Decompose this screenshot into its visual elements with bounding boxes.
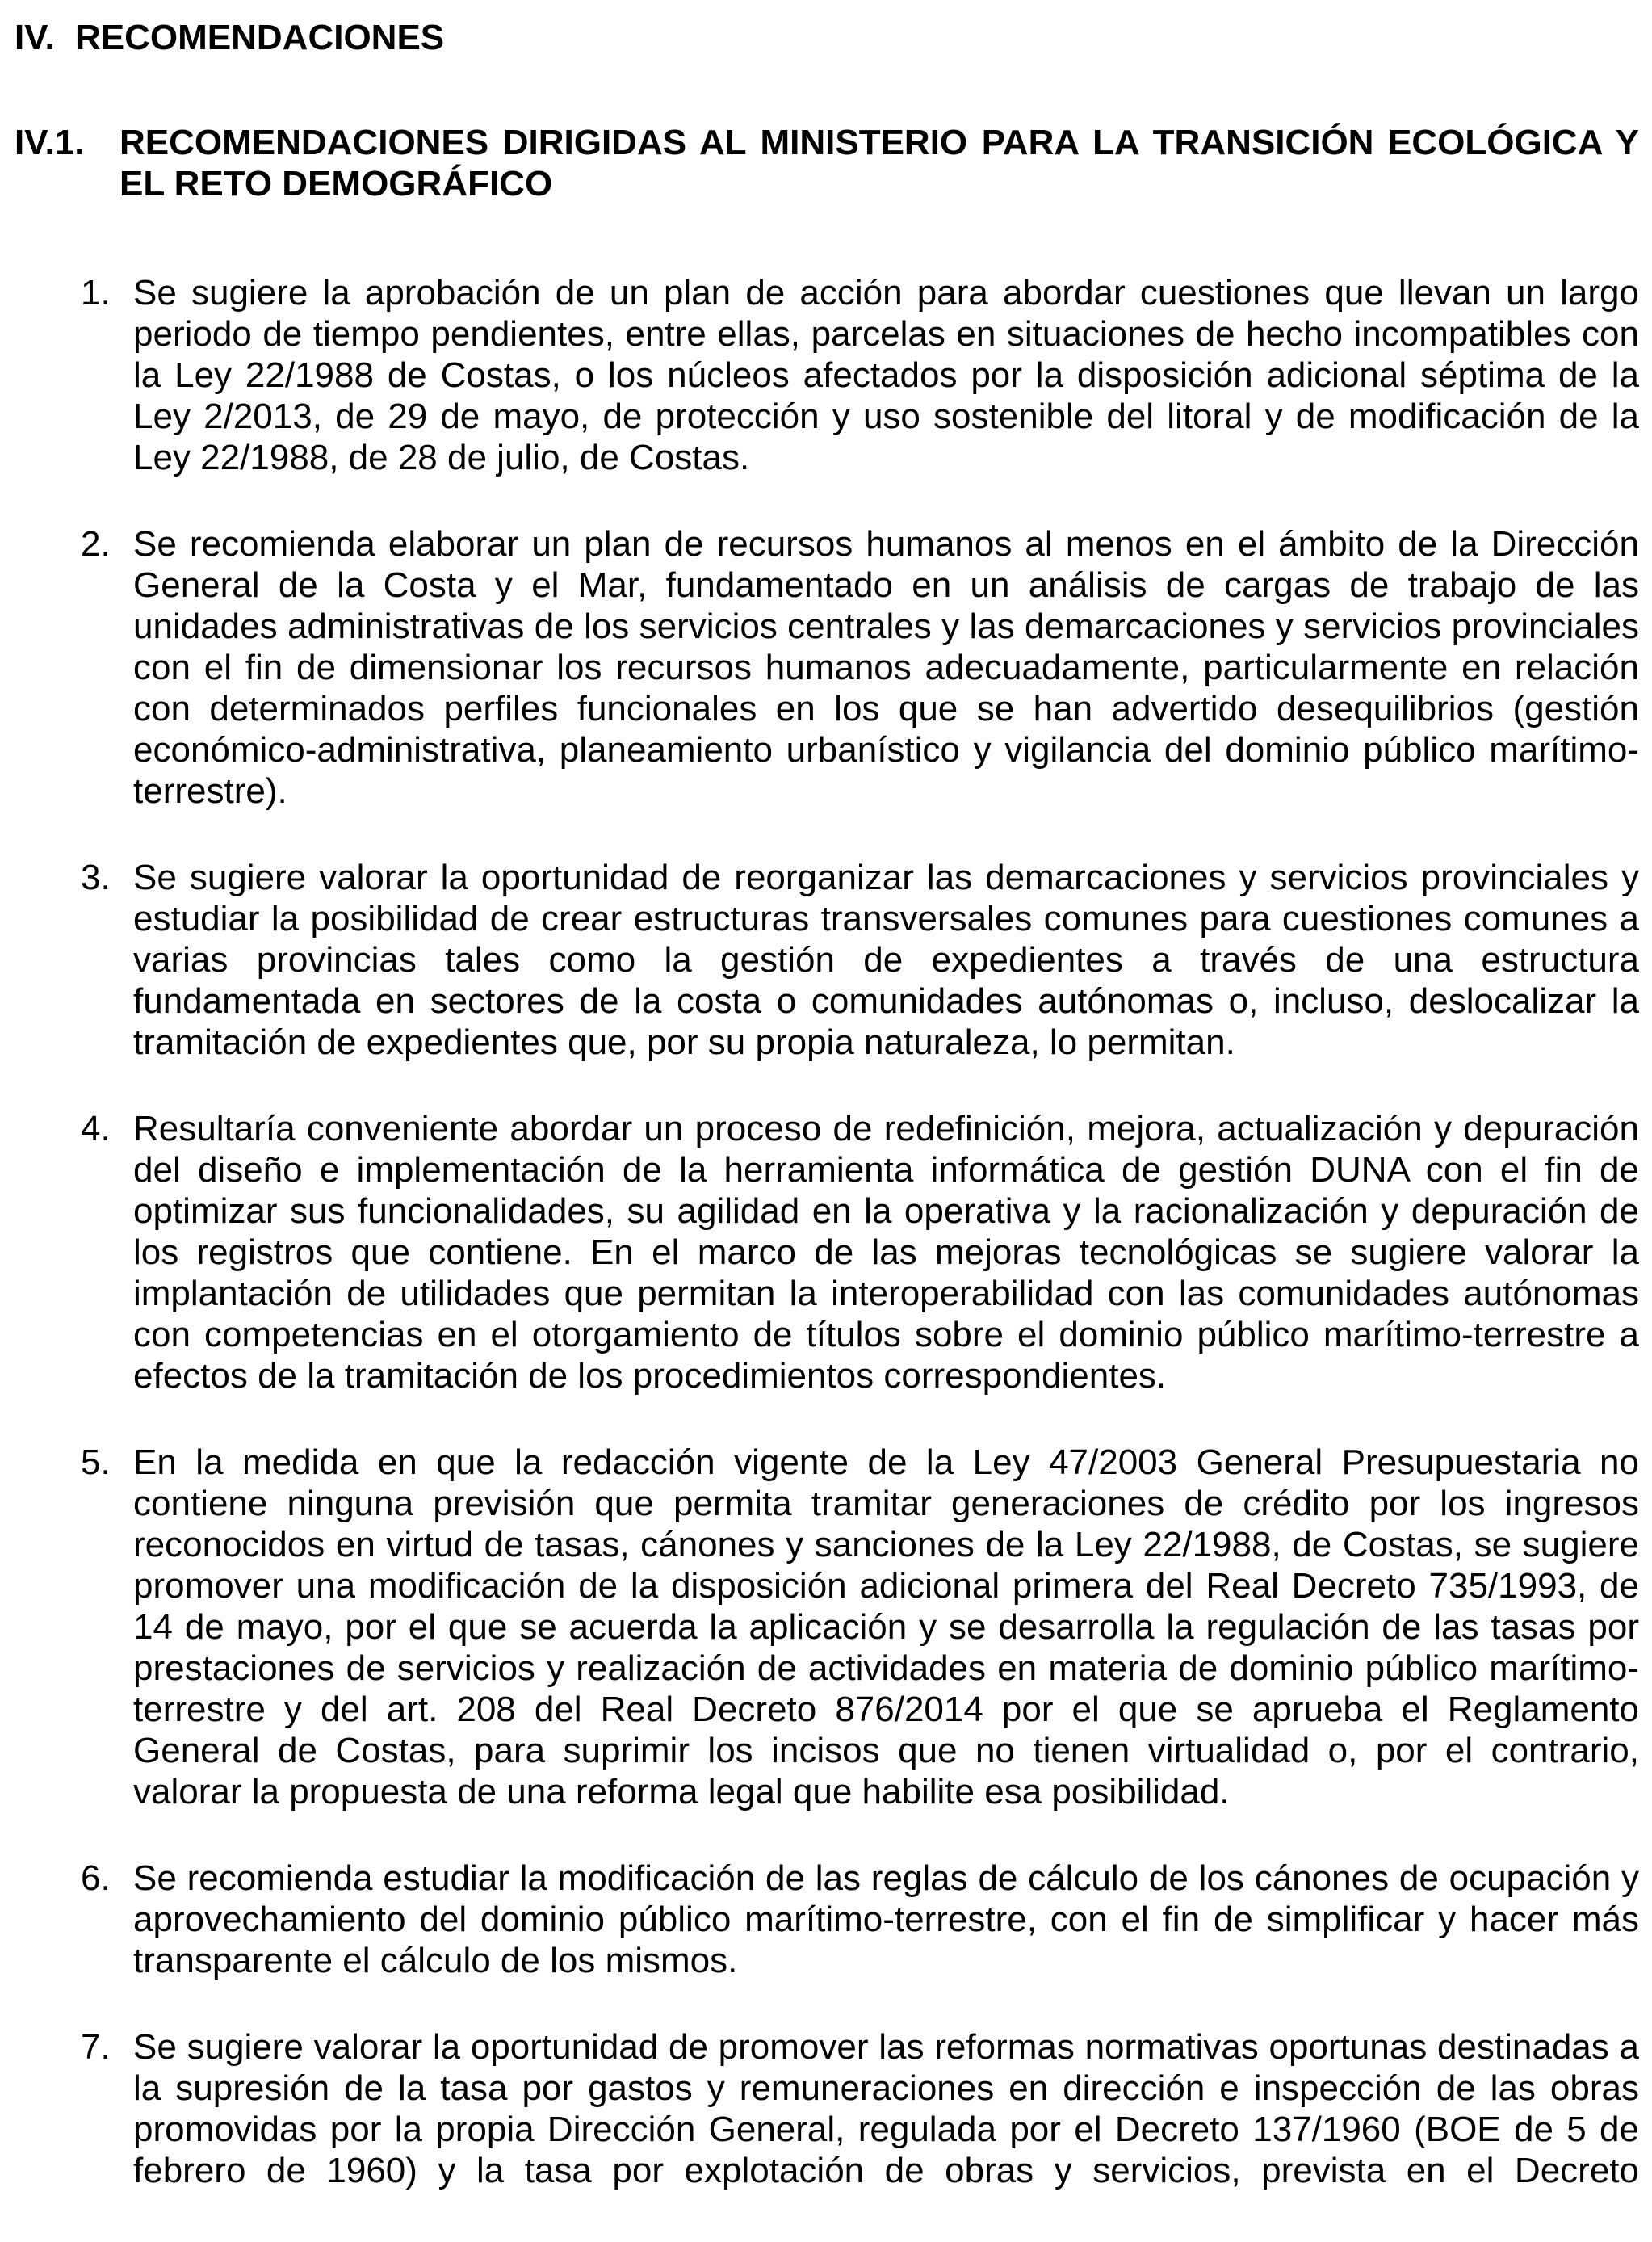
item-number: 7. [81,2027,111,2067]
list-item [0,2026,1639,2191]
item-text: Se recomienda estudiar la modificación de las reglas de cálculo de los cánones de ocupación y aprovechamiento del dominio público marítimo-terrestre, con el fin de simplificar y hacer más transparente el cálculo de los mismos. [133,1858,1639,1980]
subsection-heading [0,122,1639,204]
section-title: RECOMENDACIONES [75,18,445,57]
item-number: 6. [81,1858,111,1898]
item-number: 4. [81,1109,111,1148]
subsection-title: RECOMENDACIONES DIRIGIDAS AL MINISTERIO PARA LA TRANSICIÓN ECOLÓGICA Y EL RETO DEMOGRÁFICO [119,123,1639,204]
list-item [0,523,1639,812]
item-number: 2. [81,524,111,564]
item-text: Se recomienda elaborar un plan de recursos humanos al menos en el ámbito de la Dirección General de la Costa y el Mar, fundamentado en un análisis de cargas de trabajo de las unidades administrativas de los servicios centrales y las demarcaciones y servicios provinciales con el fin de dimensionar los recursos humanos adecuadamente, particularmente en relación con determinados perfiles funcionales en los que se han advertido desequilibrios (gestión económico-administrativa, planeamiento urbanístico y vigilancia del dominio público marítimo-terrestre). [133,524,1639,811]
item-text: Resultaría conveniente abordar un proceso de redefinición, mejora, actualización y depuración del diseño e implementación de la herramienta informática de gestión DUNA con el fin de optimizar sus funcionalidades, su agilidad en la operativa y la racionalización y depuración de los registros que contiene. En el marco de las mejoras tecnológicas se sugiere valorar la implantación de utilidades que permitan la interoperabilidad con las comunidades autónomas con competencias en el otorgamiento de títulos sobre el dominio público marítimo-terrestre a efectos de la tramitación de los procedimientos correspondientes. [133,1109,1639,1396]
subsection-number: IV.1. [15,123,85,162]
list-item [0,1858,1639,1981]
item-number: 5. [81,1442,111,1482]
item-text: Se sugiere valorar la oportunidad de reorganizar las demarcaciones y servicios provinciales y estudiar la posibilidad de crear estructuras transversales comunes para cuestiones comunes a varias provincias tales como la gestión de expedientes a través de una estructura fundamentada en sectores de la costa o comunidades autónomas o, incluso, deslocalizar la tramitación de expedientes que, por su propia naturaleza, lo permitan. [133,858,1639,1062]
item-number: 3. [81,858,111,897]
list-item [0,272,1639,478]
list-item [0,1442,1639,1812]
item-text: Se sugiere la aprobación de un plan de acción para abordar cuestiones que llevan un largo periodo de tiempo pendientes, entre ellas, parcelas en situaciones de hecho incompatibles con la Ley 22/1988 de Costas, o los núcleos afectados por la disposición adicional séptima de la Ley 2/2013, de 29 de mayo, de protección y uso sostenible del litoral y de modificación de la Ley 22/1988, de 28 de julio, de Costas. [133,273,1639,477]
item-number: 1. [81,273,111,313]
section-heading [0,17,1639,58]
list-item [0,1108,1639,1396]
item-text: En la medida en que la redacción vigente de la Ley 47/2003 General Presupuestaria no contiene ninguna previsión que permita tramitar generaciones de crédito por los ingresos reconocidos en virtud de tasas, cánones y sanciones de la Ley 22/1988, de Costas, se sugiere promover una modificación de la disposición adicional primera del Real Decreto 735/1993, de 14 de mayo, por el que se acuerda la aplicación y se desarrolla la regulación de las tasas por prestaciones de servicios y realización de actividades en materia de dominio público marítimo-terrestre y del art. 208 del Real Decreto 876/2014 por el que se aprueba el Reglamento General de Costas, para suprimir los incisos que no tienen virtualidad o, por el contrario, valorar la propuesta de una reforma legal que habilite esa posibilidad. [133,1442,1639,1812]
section-number: IV. [15,18,55,57]
list-item [0,857,1639,1063]
item-text: Se sugiere valorar la oportunidad de promover las reformas normativas oportunas destinadas a la supresión de la tasa por gastos y remuneraciones en dirección e inspección de las obras promovidas por la propia Dirección General, regulada por el Decreto 137/1960 (BOE de 5 de febrero de 1960) y la tasa por explotación de obras y servicios, prevista en el Decreto [133,2027,1639,2190]
